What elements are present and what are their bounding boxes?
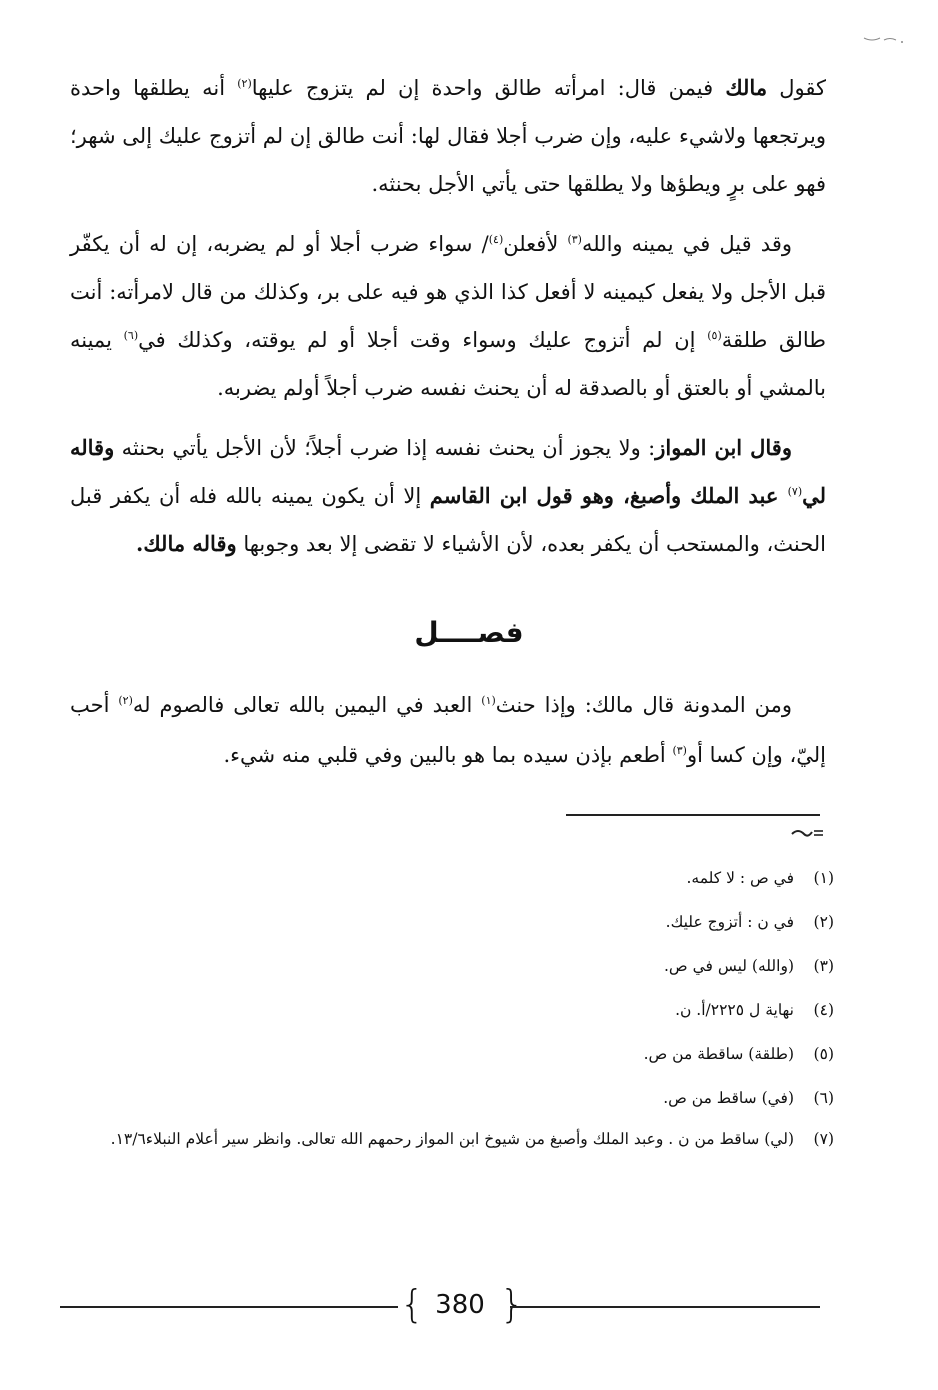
footnote-ref: (٥) — [707, 329, 722, 342]
bold-text: وقال — [742, 435, 792, 460]
footnote-separator — [566, 814, 820, 816]
footnote-text: (طلقة) ساقطة من ص. — [643, 1045, 794, 1063]
footnote-item — [60, 856, 834, 900]
footnote-item — [60, 1076, 834, 1120]
page-footer — [60, 1282, 820, 1328]
text-run: فيمن قال: امرأته طالق واحدة إن لم يتزوج عليها — [251, 76, 726, 100]
footnote-item — [60, 988, 834, 1032]
text-run: إن لم أتزوج عليك وسواء وقت أجلا أو لم يوقته، وكذلك في — [138, 328, 708, 352]
text-run: وقد قيل في يمينه والله — [581, 232, 792, 256]
page-number: 380 — [435, 1290, 485, 1320]
footnote-item — [60, 900, 834, 944]
footnote-text: نهاية ل ٢٢٢٥/أ. ن. — [675, 1001, 794, 1019]
footnote-item — [60, 1032, 834, 1076]
text-run: أطعم بإذن سيده بما هو بالبين وفي قلبي منه شيء. — [223, 743, 673, 767]
section-title: فصــــل — [414, 616, 524, 649]
footnote-number: (٢) — [813, 913, 834, 931]
paragraph — [70, 220, 826, 412]
text-run: إلا أن يكون يمينه بالله فله أن يكفر قبل الحنث، والمستحب أن يكفر بعده، لأن الأشياء لا تقضى إلا بعد وجوبها — [70, 484, 826, 556]
footer-rule-left — [60, 1306, 398, 1308]
text-run: لأفعلن — [503, 232, 568, 256]
footnote-number: (٣) — [813, 957, 834, 975]
footnote-ref: (٣) — [672, 744, 687, 757]
brace-right-icon: } — [500, 1282, 525, 1326]
text-run: : ولا يجوز أن يحنث نفسه إذا ضرب أجلاً؛ لأن الأجل يأتي بحنثه — [114, 436, 656, 460]
footnote-ref: (٢) — [118, 694, 133, 707]
footnote-ref: (١) — [481, 694, 496, 707]
footnote-ref: (٣) — [567, 233, 582, 246]
footnote-text: في ن : أتزوج عليك. — [665, 913, 794, 931]
bold-text: ابن المواز — [655, 435, 743, 460]
paragraph — [70, 424, 826, 568]
footnote-number: (٤) — [813, 1001, 834, 1019]
footnote-ref: (٧) — [787, 485, 803, 498]
footnote-item — [60, 1120, 834, 1158]
text-run: أحب إليّ، وإن كسا أو — [70, 693, 826, 767]
footnote-text: (لي) ساقط من ن . وعبد الملك وأصبغ من شيوخ ابن المواز رحمهم الله تعالى. وانظر سير أعلام النبلاء١٣/٦. — [110, 1130, 794, 1148]
section-text — [70, 680, 826, 780]
corner-scan-mark — [858, 28, 908, 46]
footnote-ornament-icon — [790, 826, 824, 840]
brace-left-icon: { — [400, 1282, 425, 1326]
text-run: / سواء ضرب أجلا أو لم يضربه، إن له أن يكفّر قبل الأجل ولا يفعل كيمينه لا أفعل كذا الذي هو فيه على بر، وكذلك من قال لامرأته: أنت طالق طلقة — [70, 232, 826, 352]
footnote-number: (٥) — [813, 1045, 834, 1063]
footer-rule-right — [510, 1306, 820, 1308]
text-run: كقول — [767, 76, 826, 100]
section-heading — [0, 616, 938, 651]
bold-text: عبد الملك وأصبغ، وهو قول ابن القاسم — [429, 483, 788, 508]
section-paragraph — [70, 680, 826, 780]
bold-text: مالك — [725, 75, 768, 100]
bold-text: وقاله مالك. — [136, 531, 237, 556]
main-text — [70, 64, 826, 580]
text-run: العبد في اليمين بالله تعالى فالصوم له — [132, 693, 482, 717]
footnote-text: في ص : لا كلمه. — [686, 869, 794, 887]
footnote-number: (٧) — [813, 1130, 834, 1148]
footnote-number: (١) — [813, 869, 834, 887]
footnote-item — [60, 944, 834, 988]
text-run: يمينه بالمشي أو بالعتق أو بالصدقة له أن يحنث نفسه ضرب أجلاً أولم يضربه. — [70, 328, 826, 400]
footnotes-list — [60, 856, 834, 1158]
bold-text: وقاله لي — [70, 435, 827, 508]
text-run: ومن المدونة قال مالك: وإذا حنث — [495, 693, 792, 717]
footnote-text: (والله) ليس في ص. — [664, 957, 794, 975]
footnote-text: (في) ساقط من ص. — [663, 1089, 794, 1107]
paragraph — [70, 64, 826, 208]
footnote-ref: (٢) — [237, 77, 252, 90]
footnote-ref: (٤) — [488, 233, 504, 246]
footnote-number: (٦) — [813, 1089, 834, 1107]
footnote-ref: (٦) — [123, 329, 139, 342]
text-run: أنه يطلقها واحدة ويرتجعها ولاشيء عليه، وإن ضرب أجلا فقال لها: أنت طالق إن لم أتزوج عليك إلى شهر؛ فهو على برٍ ويطؤها ولا يطلقها حتى يأتي الأجل بحنثه. — [70, 76, 826, 196]
